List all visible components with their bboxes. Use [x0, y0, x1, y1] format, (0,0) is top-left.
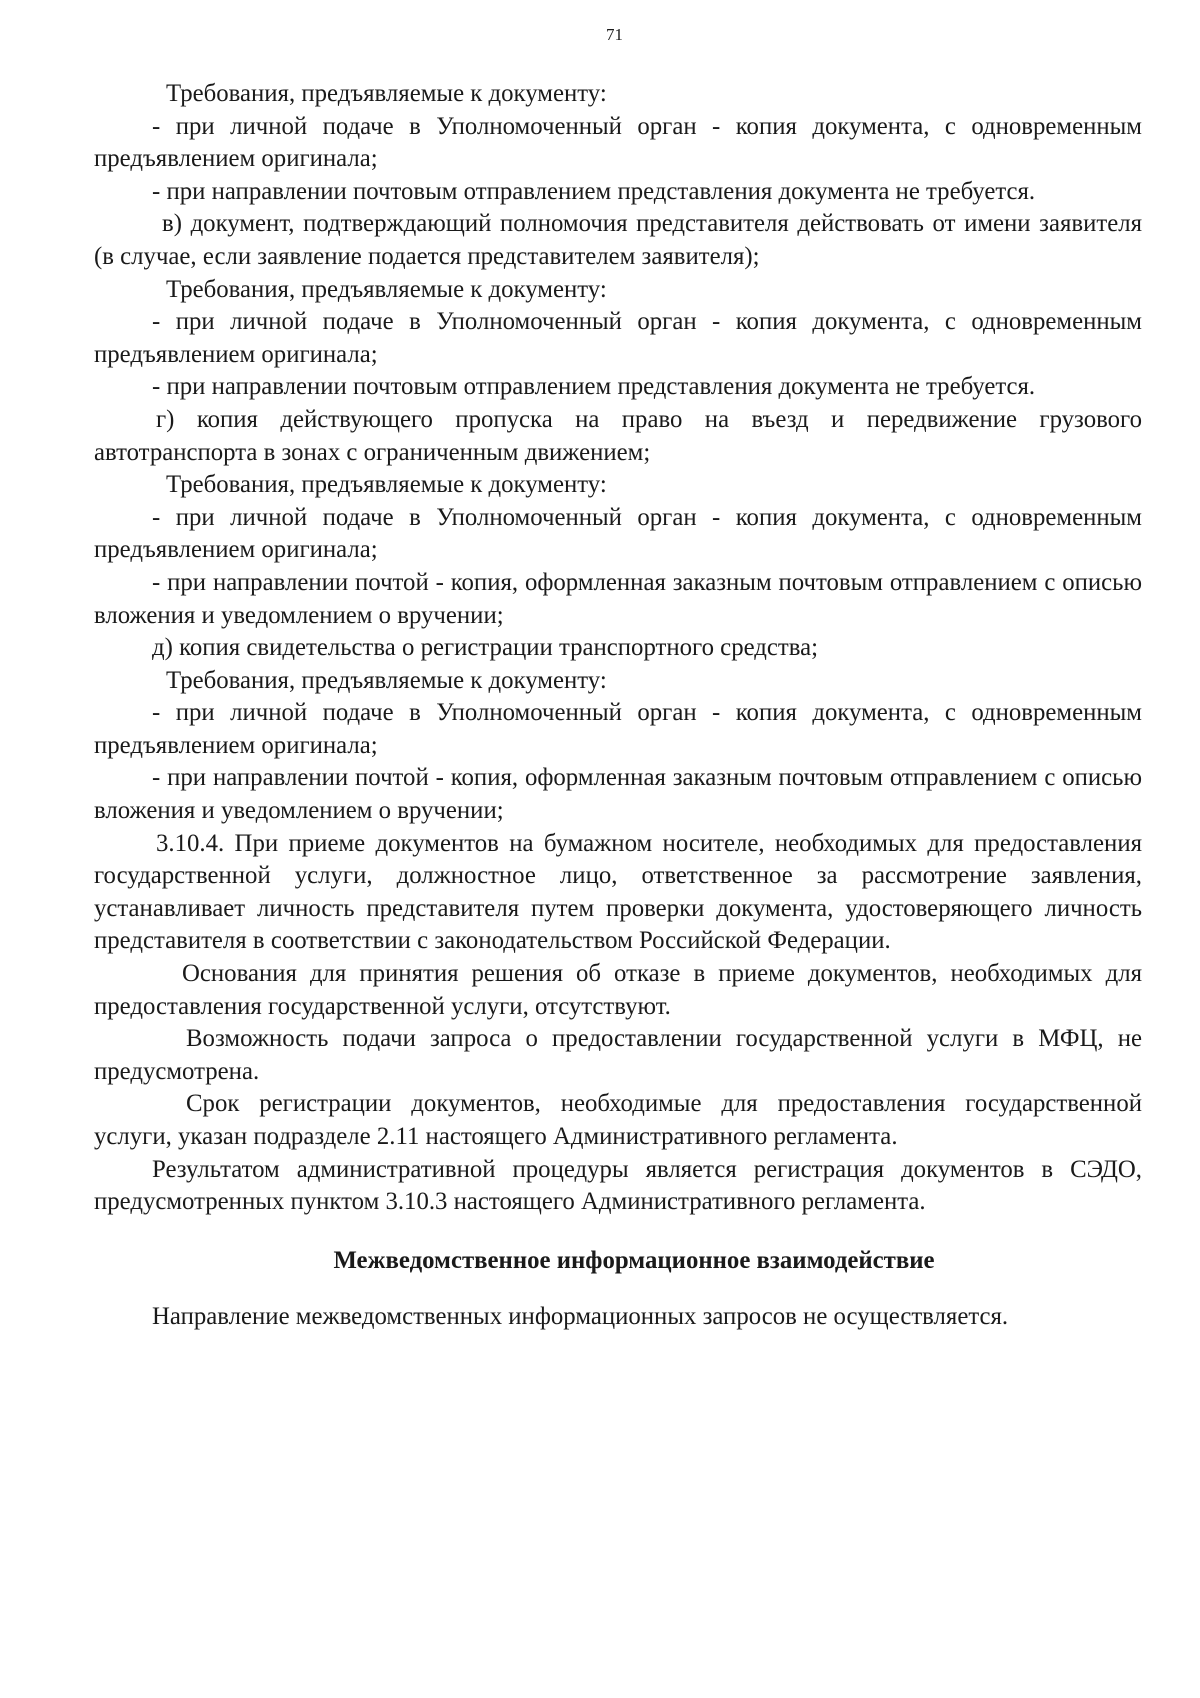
paragraph: Требования, предъявляемые к документу:	[166, 471, 607, 499]
paragraph: 3.10.4. При приеме документов на бумажном носителе, необходимых для предоставления государственной услуги, должностное лицо, ответственное за рассмотрение заявления, устанавливает личность представителя путем проверки документа, удостоверяющего личность представителя в соответствии с законодательством Российской Федерации.	[94, 829, 1142, 955]
paragraph: - при личной подаче в Уполномоченный орган - копия документа, с одновременным предъявлением оригинала;	[94, 699, 1142, 759]
paragraph: Результатом административной процедуры является регистрация документов в СЭДО, предусмотренных пунктом 3.10.3 настоящего Административного регламента.	[94, 1155, 1142, 1216]
paragraph: г) копия действующего пропуска на право на въезд и передвижение грузового автотранспорта в зонах с ограниченным движением;	[94, 405, 1142, 466]
paragraph: - при направлении почтой - копия, оформленная заказным почтовым отправлением с описью вложения и уведомлением о вручении;	[94, 568, 1142, 629]
paragraph: Требования, предъявляемые к документу:	[166, 275, 607, 303]
paragraph: в) документ, подтверждающий полномочия представителя действовать от имени заявителя (в случае, если заявление подается представителем заявителя);	[94, 210, 1142, 270]
final-paragraph: Направление межведомственных информационных запросов не осуществляется.	[152, 1303, 1009, 1331]
paragraph: Срок регистрации документов, необходимые для предоставления государственной услуги, указан подразделе 2.11 настоящего Административного регламента.	[94, 1090, 1142, 1150]
paragraph: - при личной подаче в Уполномоченный орган - копия документа, с одновременным предъявлением оригинала;	[94, 503, 1142, 564]
paragraph: - при личной подаче в Уполномоченный орган - копия документа, с одновременным предъявлением оригинала;	[94, 308, 1142, 368]
paragraph: Возможность подачи запроса о предоставлении государственной услуги в МФЦ, не предусмотрена.	[94, 1025, 1142, 1085]
paragraph: Требования, предъявляемые к документу:	[166, 666, 607, 694]
paragraph: - при личной подаче в Уполномоченный орган - копия документа, с одновременным предъявлением оригинала;	[94, 112, 1142, 173]
paragraph: д) копия свидетельства о регистрации транспортного средства;	[152, 634, 819, 662]
paragraph: - при направлении почтовым отправлением представления документа не требуется.	[152, 177, 1036, 205]
paragraph: - при направлении почтовым отправлением представления документа не требуется.	[152, 373, 1036, 401]
section-heading: Межведомственное информационное взаимодействие	[333, 1246, 935, 1274]
paragraph: - при направлении почтой - копия, оформленная заказным почтовым отправлением с описью вложения и уведомлением о вручении;	[94, 764, 1142, 825]
paragraph: Основания для принятия решения об отказе в приеме документов, необходимых для предоставления государственной услуги, отсутствуют.	[94, 960, 1142, 1020]
document-body	[94, 78, 1142, 1334]
page-number: 71	[606, 25, 623, 44]
paragraph: Требования, предъявляемые к документу:	[166, 80, 607, 107]
